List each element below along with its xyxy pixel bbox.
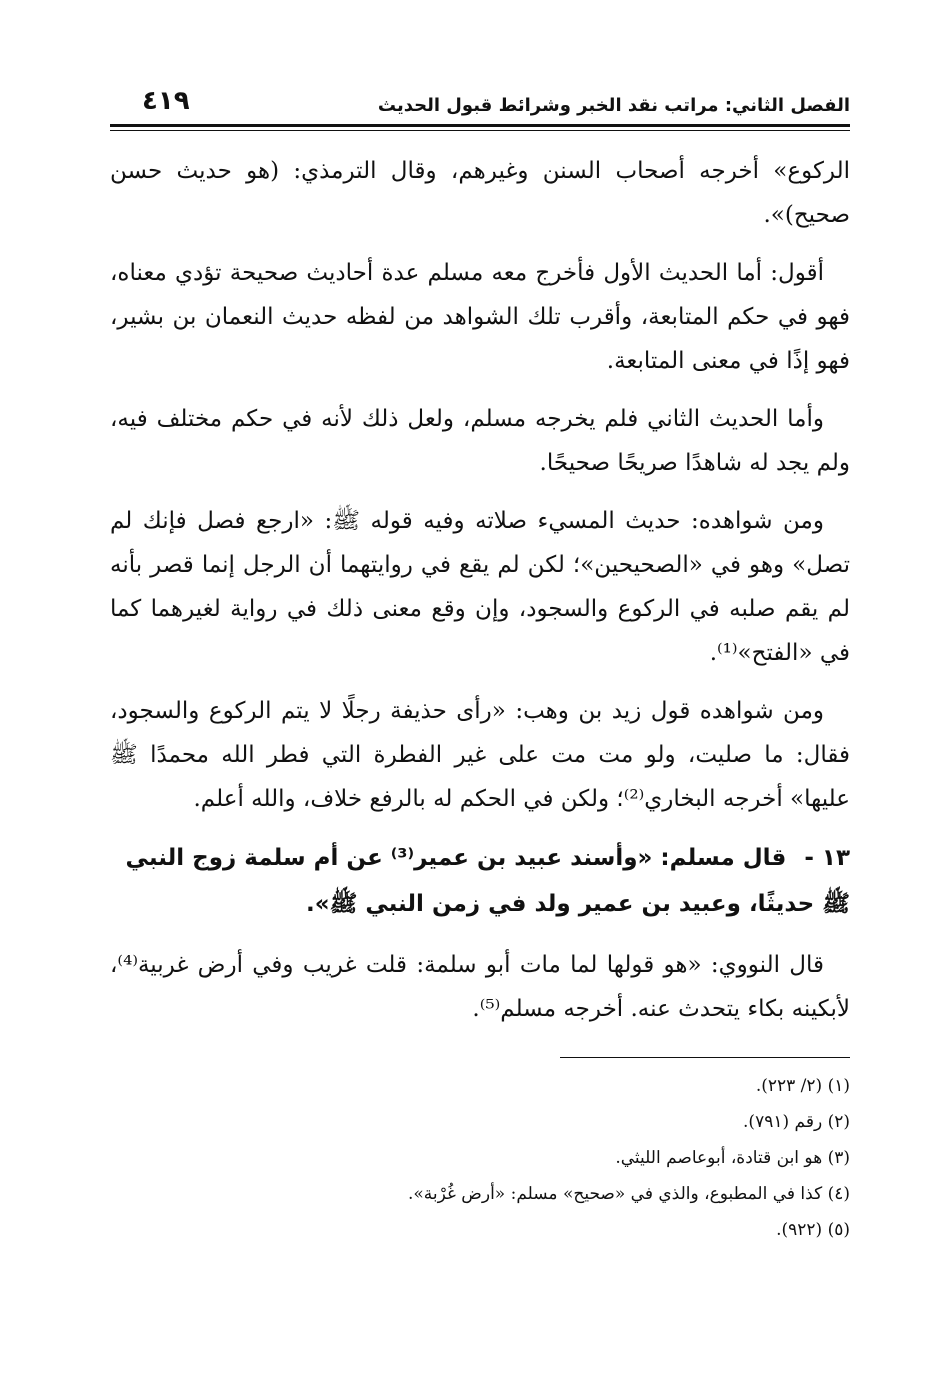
footnote-separator (560, 1057, 850, 1058)
paragraph-3: وأما الحديث الثاني فلم يخرجه مسلم، ولعل ذلك لأنه في حكم مختلف فيه، ولم يجد له شاهدًا صريحًا صحيحًا. (110, 406, 850, 476)
footnote-1: (١) (٢/ ٢٢٣). (755, 1076, 850, 1096)
section-number: ١٣ - (804, 845, 850, 871)
section-heading (110, 835, 850, 927)
paragraph-2: أقول: أما الحديث الأول فأخرج معه مسلم عدة أحاديث صحيحة تؤدي معناه، فهو في حكم المتابعة، وأقرب تلك الشواهد من لفظه حديث النعمان بن بشير، فهو إذًا في معنى المتابعة. (110, 260, 850, 374)
footnote-4: (٤) كذا في المطبوع، والذي في «صحيح» مسلم: «أرض غُرْبة». (407, 1184, 850, 1204)
footnotes-list (110, 1068, 850, 1248)
footnote-2: (٢) رقم (٧٩١). (743, 1112, 850, 1132)
header-rule-thick (110, 124, 850, 127)
page-number: ٤١٩ (142, 86, 190, 116)
section-heading-text: قال مسلم: «وأسند عبيد بن عمير⁽³⁾ عن أم سلمة زوج النبي ﷺ حديثًا، وعبيد بن عمير ولد في زمن النبي ﷺ». (125, 845, 850, 917)
body-text (110, 149, 850, 1031)
header-rule-thin (110, 130, 850, 131)
paragraph-1: الركوع» أخرجه أصحاب السنن وغيرهم، وقال الترمذي: (هو حديث حسن صحيح)». (110, 158, 850, 228)
paragraph-4: ومن شواهده: حديث المسيء صلاته وفيه قوله ﷺ: «ارجع فصل فإنك لم تصل» وهو في «الصحيحين»؛ لكن لم يقع في روايتهما أن الرجل إنما قصر بأنه لم يقم صلبه في الركوع والسجود، وإن وقع معنى ذلك في رواية لغيرهما كما في «الفتح»⁽¹⁾. (110, 508, 850, 666)
footnote-5: (٥) (٩٢٢). (776, 1220, 850, 1240)
paragraph-5: ومن شواهده قول زيد بن وهب: «رأى حذيفة رجلًا لا يتم الركوع والسجود، فقال: ما صليت، ولو مت مت على غير الفطرة التي فطر الله محمدًا ﷺ عليها» أخرجه البخاري⁽²⁾؛ ولكن في الحكم له بالرفع خلاف، والله أعلم. (110, 698, 850, 812)
book-page (110, 72, 850, 1248)
chapter-title: الفصل الثاني: مراتب نقد الخبر وشرائط قبول الحديث (377, 95, 850, 116)
running-header (110, 72, 850, 124)
paragraph-6: قال النووي: «هو قولها لما مات أبو سلمة: قلت غريب وفي أرض غربية⁽⁴⁾، لأبكينه بكاء يتحدث عنه. أخرجه مسلم⁽⁵⁾. (110, 952, 850, 1022)
footnote-3: (٣) هو ابن قتادة، أبوعاصم الليثي. (615, 1148, 850, 1168)
